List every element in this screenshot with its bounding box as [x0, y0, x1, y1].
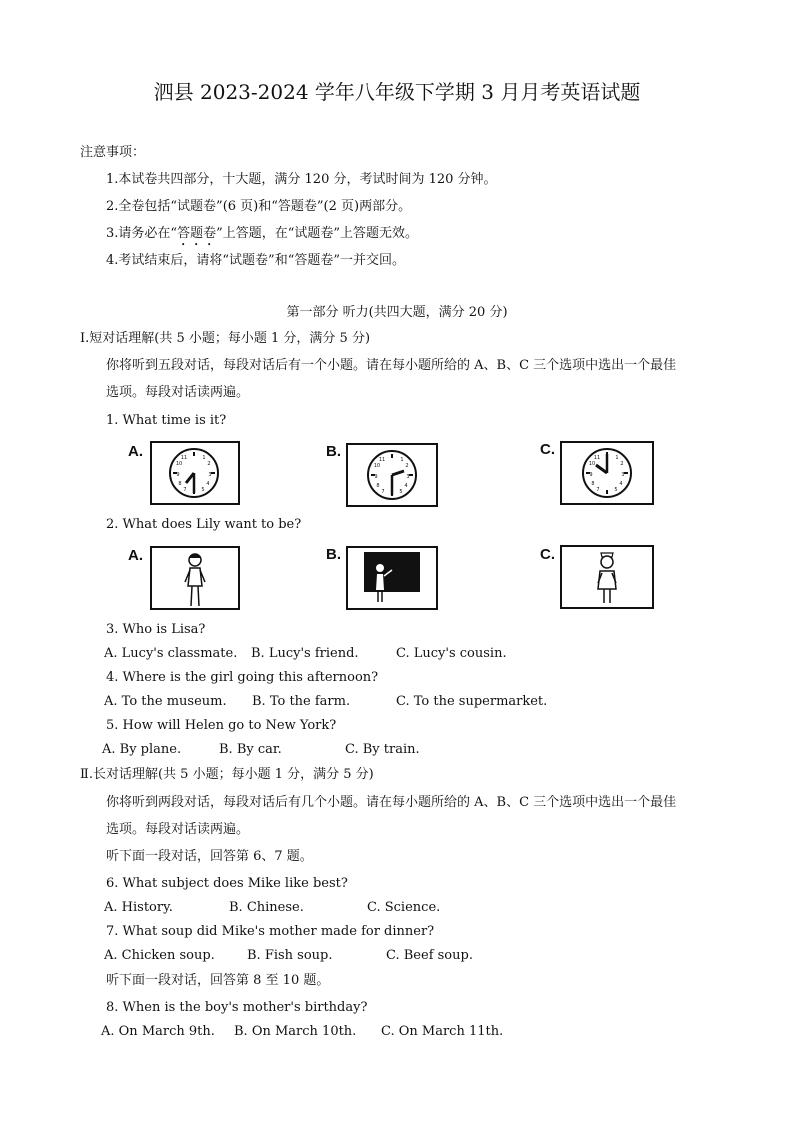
svg-text:1: 1 [202, 455, 206, 461]
svg-text:3: 3 [406, 474, 410, 480]
q1-option-c-letter: C. [540, 441, 555, 458]
section2-instruction-line1: 你将听到两段对话，每段对话后有几个小题。请在每小题所给的 A、B、C 三个选项中选出一个最佳 [106, 795, 677, 810]
q8-option-c: C. On March 11th. [381, 1024, 504, 1039]
svg-text:9: 9 [176, 472, 180, 478]
q5-option-b: B. By car. [219, 742, 282, 757]
svg-text:11: 11 [180, 455, 188, 461]
question-5: 5. How will Helen go to New York? [106, 718, 337, 733]
svg-text:5: 5 [614, 487, 618, 493]
q1-clock-b-image [346, 443, 438, 507]
q4-option-b: B. To the farm. [252, 694, 351, 709]
q4-option-a: A. To the museum. [104, 694, 227, 709]
svg-text:2: 2 [620, 461, 624, 467]
question-6: 6. What subject does Mike like best? [106, 876, 348, 891]
question-1: 1. What time is it? [106, 413, 227, 428]
question-3: 3. Who is Lisa? [106, 622, 206, 637]
q3-option-a: A. Lucy's classmate. [104, 646, 238, 661]
q5-option-c: C. By train. [345, 742, 420, 757]
q4-option-c: C. To the supermarket. [396, 694, 548, 709]
svg-text:8: 8 [376, 483, 380, 489]
q6-option-a: A. History. [104, 900, 173, 915]
q5-option-a: A. By plane. [102, 742, 182, 757]
svg-text:3: 3 [621, 472, 625, 478]
svg-text:11: 11 [378, 457, 386, 463]
q2-option-b-letter: B. [326, 546, 341, 563]
svg-text:4: 4 [404, 483, 408, 489]
q2-option-c-letter: C. [540, 546, 555, 563]
svg-text:5: 5 [201, 487, 205, 493]
q3-option-b: B. Lucy's friend. [251, 646, 359, 661]
svg-text:10: 10 [588, 461, 596, 467]
section1-instruction-line1: 你将听到五段对话，每段对话后有一个小题。请在每小题所给的 A、B、C 三个选项中选出一个最佳 [106, 358, 677, 373]
svg-text:2: 2 [405, 463, 409, 469]
q6-option-c: C. Science. [367, 900, 441, 915]
note-item-3-emphasis: 答题卷 [177, 226, 217, 241]
svg-text:7: 7 [596, 487, 600, 493]
svg-text:9: 9 [589, 472, 593, 478]
q2-option-a-letter: A. [128, 547, 143, 564]
notes-heading: 注意事项： [80, 145, 146, 160]
svg-text:11: 11 [593, 455, 601, 461]
q2-person-b-image [346, 546, 438, 610]
svg-text:8: 8 [178, 481, 182, 487]
section2-heading: Ⅱ.长对话理解(共 5 小题；每小题 1 分，满分 5 分) [80, 767, 374, 782]
svg-text:3: 3 [208, 472, 212, 478]
section2-instruction-line2: 选项。每段对话读两遍。 [106, 822, 250, 837]
q7-option-b: B. Fish soup. [247, 948, 333, 963]
note-item-2: 2.全卷包括“试题卷”(6 页)和“答题卷”(2 页)两部分。 [106, 199, 412, 214]
question-4: 4. Where is the girl going this afternoon? [106, 670, 379, 685]
note-item-4: 4.考试结束后，请将“试题卷”和“答题卷”一并交回。 [106, 253, 405, 268]
note-item-3-start: 3.请务必在“ [106, 226, 178, 241]
q1-option-b-letter: B. [326, 443, 341, 460]
svg-text:1: 1 [400, 457, 404, 463]
q6-option-b: B. Chinese. [229, 900, 304, 915]
svg-text:8: 8 [591, 481, 595, 487]
part1-heading: 第一部分 听力(共四大题，满分 20 分) [286, 305, 508, 320]
question-7: 7. What soup did Mike's mother made for dinner? [106, 924, 435, 939]
q1-option-a-letter: A. [128, 443, 143, 460]
q2-person-a-image [150, 546, 240, 610]
section1-heading: Ⅰ.短对话理解(共 5 小题；每小题 1 分，满分 5 分) [80, 331, 371, 346]
page-title: 泗县 2023-2024 学年八年级下学期 3 月月考英语试题 [153, 80, 641, 104]
svg-text:1: 1 [615, 455, 619, 461]
note-item-3-end: ”上答题，在“试题卷”上答题无效。 [216, 226, 419, 241]
dialogue-2-lead: 听下面一段对话，回答第 8 至 10 题。 [106, 973, 330, 988]
svg-text:10: 10 [373, 463, 381, 469]
svg-text:10: 10 [175, 461, 183, 467]
q2-person-c-image [560, 545, 654, 609]
q7-option-c: C. Beef soup. [386, 948, 473, 963]
note-item-3 [106, 226, 418, 249]
q1-clock-a-image [150, 441, 240, 505]
question-8: 8. When is the boy's mother's birthday? [106, 1000, 368, 1015]
svg-text:9: 9 [374, 474, 378, 480]
dialogue-1-lead: 听下面一段对话，回答第 6、7 题。 [106, 849, 313, 864]
q7-option-a: A. Chicken soup. [104, 948, 215, 963]
note-item-1: 1.本试卷共四部分，十大题，满分 120 分，考试时间为 120 分钟。 [106, 172, 497, 187]
svg-text:5: 5 [399, 489, 403, 495]
question-2: 2. What does Lily want to be? [106, 517, 302, 532]
svg-text:4: 4 [619, 481, 623, 487]
q3-option-c: C. Lucy's cousin. [396, 646, 507, 661]
svg-text:7: 7 [183, 487, 187, 493]
svg-text:2: 2 [207, 461, 211, 467]
q8-option-a: A. On March 9th. [101, 1024, 215, 1039]
svg-text:7: 7 [381, 489, 385, 495]
svg-text:4: 4 [206, 481, 210, 487]
q1-clock-c-image [560, 441, 654, 505]
q8-option-b: B. On March 10th. [234, 1024, 357, 1039]
section1-instruction-line2: 选项。每段对话读两遍。 [106, 385, 250, 400]
